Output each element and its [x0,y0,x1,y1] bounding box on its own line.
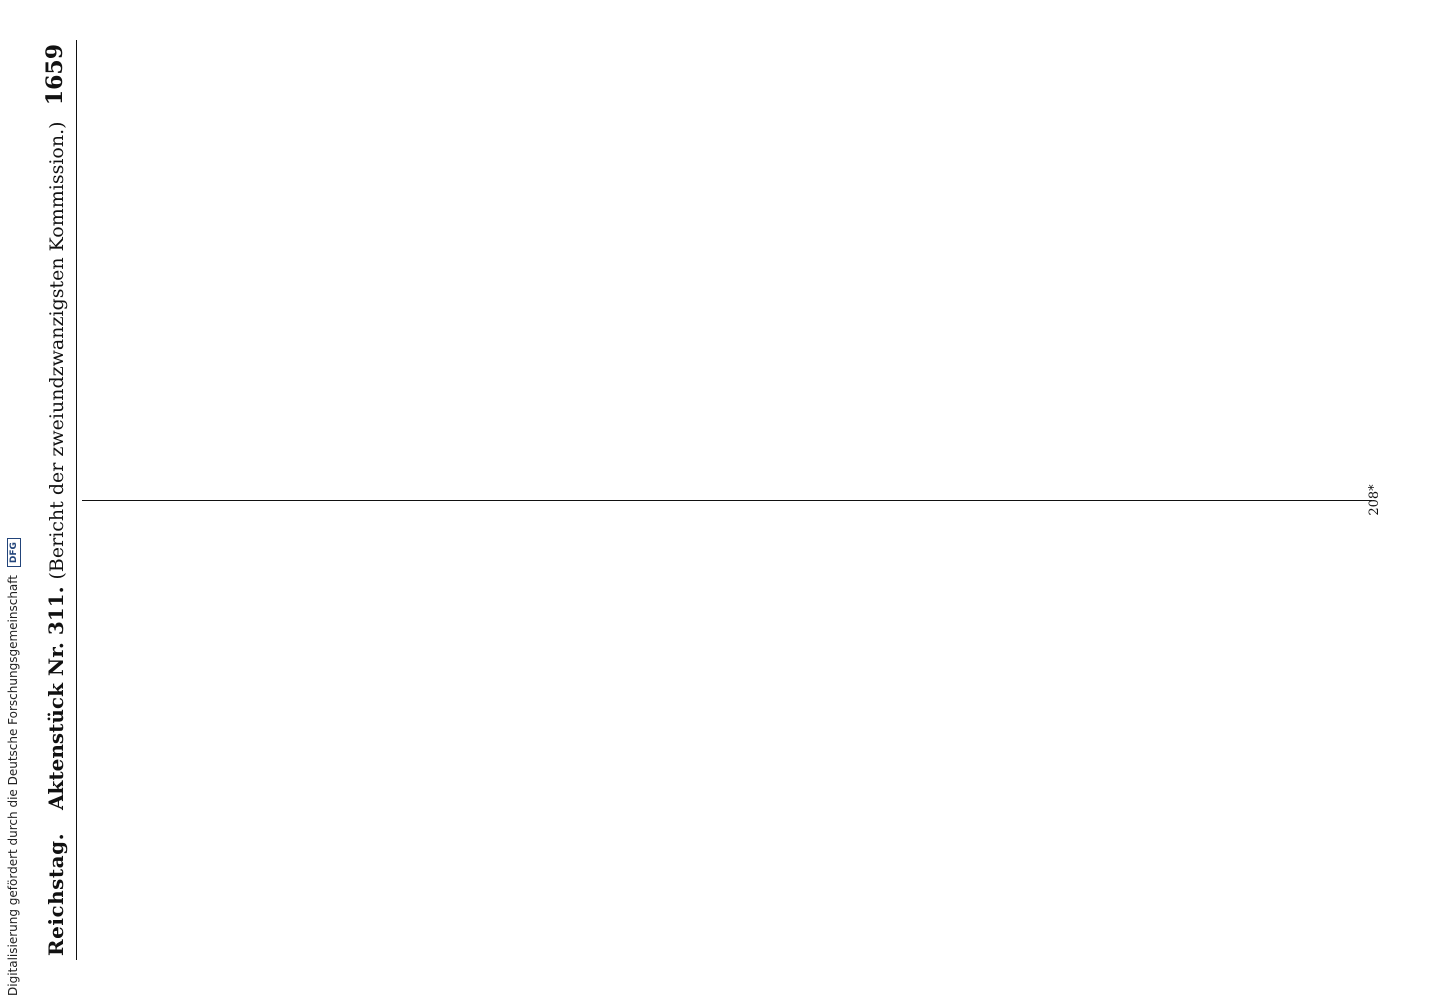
running-header [36,40,77,960]
header-title-main: Aktenstück Nr. 311. [44,586,68,810]
column-divider [82,500,1372,501]
header-left: Reichstag. [44,832,68,956]
folio-mark: 208* [1367,484,1382,516]
text-column-left [88,515,1363,960]
header-title [44,121,68,810]
page-number: 1659 [42,44,68,106]
dfg-logo: DFG [7,538,21,567]
digitization-credit [2,0,24,996]
header-title-sub: (Bericht der zweiundzwanzigsten Kommission.) [46,121,68,580]
document-page [36,40,1386,960]
text-column-right [88,40,1363,485]
digitization-credit-text: Digitalisierung gefördert durch die Deutsche Forschungsgemeinschaft [6,574,20,996]
